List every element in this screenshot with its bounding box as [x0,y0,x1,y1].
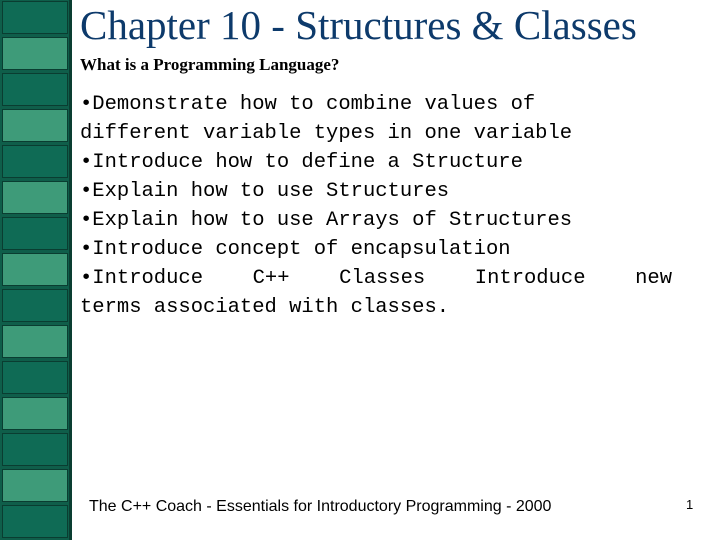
strip-tile [2,217,68,250]
strip-tile [2,361,68,394]
body-line: •Introduce concept of encapsulation [80,238,511,261]
body-line: •Explain how to use Arrays of Structures [80,209,573,232]
strip-tile [2,37,68,70]
strip-tile [2,469,68,502]
strip-tile [2,397,68,430]
body-line: •Explain how to use Structures [80,180,450,203]
strip-tile [2,505,68,538]
strip-tile [2,253,68,286]
body-line: •Introduce C++ Classes Introduce new [80,267,672,290]
body-line: •Demonstrate how to combine values of [80,93,536,116]
body-line: different variable types in one variable [80,122,573,145]
strip-tile [2,109,68,142]
page-number: 1 [686,497,694,512]
strip-tile [2,73,68,106]
strip-tile [2,325,68,358]
strip-tile [2,1,68,34]
body-line: terms associated with classes. [80,296,450,319]
slide-subtitle: What is a Programming Language? [80,55,340,74]
decorative-side-strip [0,0,72,540]
strip-tile [2,433,68,466]
strip-tile [2,181,68,214]
side-strip-edge [69,0,72,540]
slide-title: Chapter 10 - Structures & Classes [80,2,637,48]
strip-tile [2,289,68,322]
strip-tile [2,145,68,178]
slide-footer: The C++ Coach - Essentials for Introductory Programming - 2000 [89,498,552,515]
slide-body [80,90,672,322]
body-line: •Introduce how to define a Structure [80,151,523,174]
